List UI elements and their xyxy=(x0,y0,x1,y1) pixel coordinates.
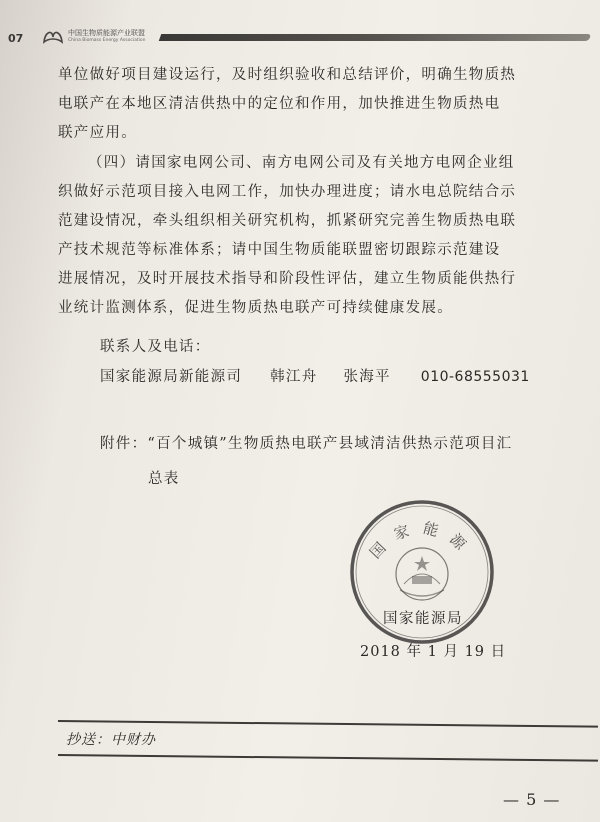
paragraph-line: 进展情况，及时开展技术指导和阶段性评估，建立生物质能供热行 xyxy=(58,271,517,287)
paragraph-2 xyxy=(58,149,548,323)
paragraph-line: 产技术规范等标准体系；请中国生物质能联盟密切跟踪示范建设 xyxy=(58,242,501,258)
header-bar xyxy=(159,34,592,41)
header-page-number: 07 xyxy=(8,32,24,45)
paragraph-line: 联产应用。 xyxy=(58,125,137,141)
paragraph-1 xyxy=(58,61,548,148)
contact-person-2: 张海平 xyxy=(343,369,391,385)
alliance-logo-icon xyxy=(42,28,64,46)
paragraph-line: （四）请国家电网公司、南方电网公司及有关地方电网企业组 xyxy=(88,155,515,171)
paragraph-line: 单位做好项目建设运行，及时组织验收和总结评价，明确生物质热 xyxy=(58,67,517,83)
attachment-line: 附件：“百个城镇”生物质热电联产县域清洁供热示范项目汇 xyxy=(100,436,513,452)
contact-phone: 010-68555031 xyxy=(420,369,530,385)
cc-top-rule xyxy=(58,720,598,727)
issuer-name: 国家能源局 xyxy=(383,611,463,627)
paragraph-line: 业统计监测体系，促进生物质热电联产可持续健康发展。 xyxy=(58,300,453,316)
cc-line: 抄送：中财办 xyxy=(66,732,156,748)
paragraph-line: 织做好示范项目接入电网工作，加快办理进度；请水电总院结合示 xyxy=(58,184,517,200)
paragraph-line: 范建设情况，牵头组织相关研究机构，抓紧研究完善生物质热电联 xyxy=(58,213,517,229)
svg-text:国家能源: 国家能源 xyxy=(366,518,478,563)
cc-bottom-rule xyxy=(58,754,598,761)
page-header xyxy=(0,18,600,58)
contact-line xyxy=(100,365,530,386)
header-org-name-en: China Biomass Energy Association xyxy=(68,38,146,43)
header-org-name: 中国生物质能源产业联盟 xyxy=(68,29,145,37)
issue-date: 2018 年 1 月 19 日 xyxy=(360,644,507,660)
contact-person-1: 韩江舟 xyxy=(270,369,318,385)
footer-page-number: — 5 — xyxy=(503,790,561,809)
contact-org: 国家能源局新能源司 xyxy=(100,369,243,385)
contact-label: 联系人及电话： xyxy=(100,339,211,355)
paragraph-line: 电联产在本地区清洁供热中的定位和作用，加快推进生物质热电 xyxy=(58,96,501,112)
attachment-line-cont: 总表 xyxy=(148,471,180,487)
